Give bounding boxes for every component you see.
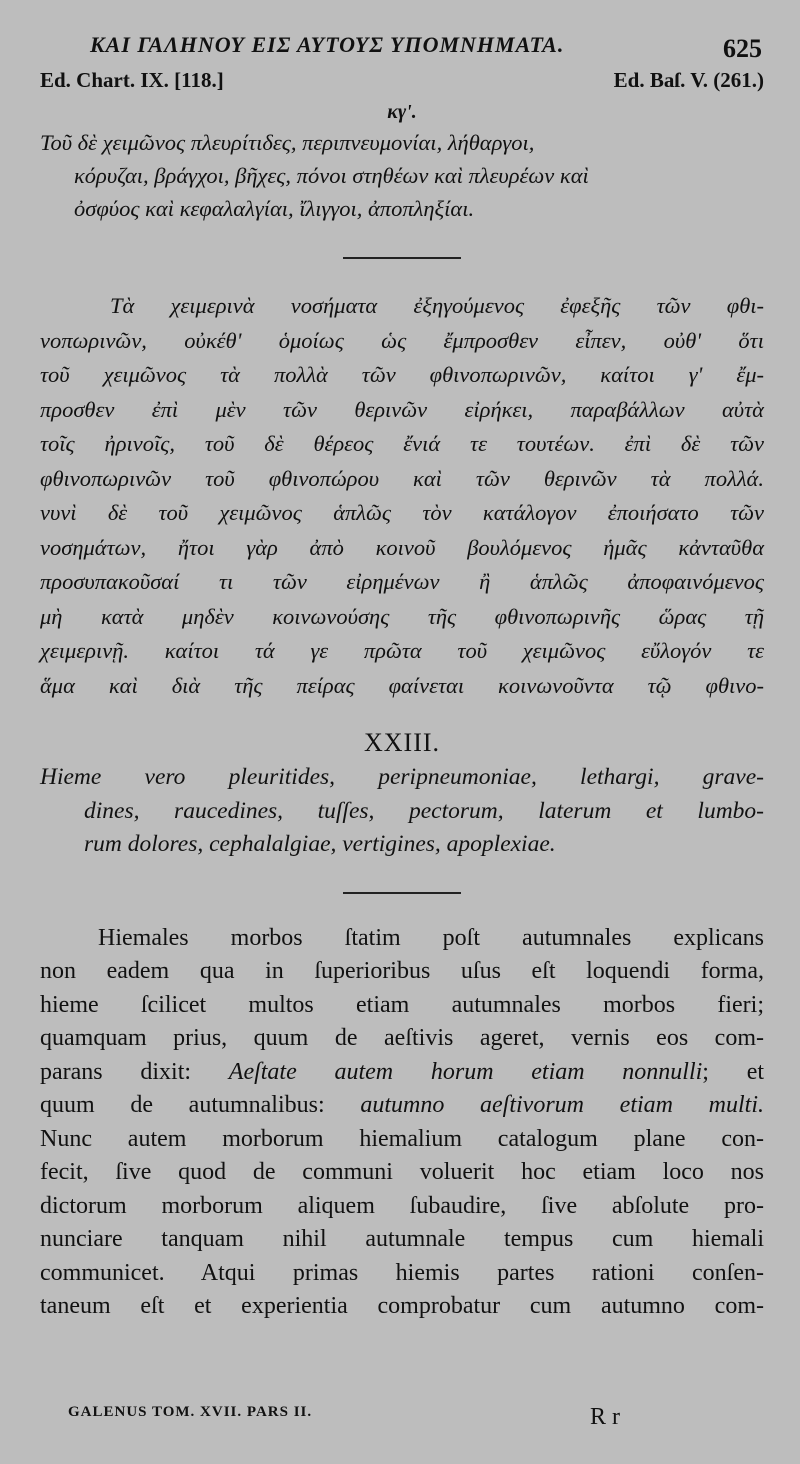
latin-commentary-line: dictorum morborum aliquem ſubaudire, ſive abſolute pro- <box>40 1192 764 1219</box>
greek-commentary-line: τοῦ χειμῶνος τὰ πολλὰ τῶν φθινοπωρινῶν, καίτοι γ' ἔμ- <box>40 362 764 387</box>
greek-commentary-line: προσυπακοῦσαί τι τῶν εἰρημένων ἢ ἁπλῶς ἀποφαινόμενος <box>40 569 764 594</box>
latin-commentary-line: nunciare tanquam nihil autumnale tempus cum hiemali <box>40 1226 764 1252</box>
greek-aphorism-line: Τοῦ δὲ χειμῶνος πλευρίτιδες, περιπνευμονίαι, λήθαργοι, <box>40 130 535 155</box>
signature-letter: R r <box>590 1404 620 1430</box>
latin-commentary-line: non eadem qua in ſuperioribus uſus eſt loquendi forma, <box>40 958 764 984</box>
greek-commentary <box>40 289 764 703</box>
running-title: ΚΑΙ ΓΑΛΗΝΟΥ ΕΙΣ ΑΥΤΟΥΣ ΥΠΟΜΝΗΜΑΤΑ. <box>90 32 565 57</box>
page-footer <box>68 1404 620 1431</box>
latin-commentary-line: Hiemales morbos ſtatim poſt autumnales explicans <box>98 924 764 951</box>
greek-section-number: κγ'. <box>387 101 417 123</box>
running-head <box>40 28 764 62</box>
latin-commentary-line <box>40 1089 764 1123</box>
latin-text: ; et <box>702 1058 765 1085</box>
latin-text: quum de autumnalibus: <box>40 1092 325 1118</box>
latin-aphorism <box>40 761 764 862</box>
latin-commentary-line: hieme ſcilicet multos etiam autumnales morbos fieri; <box>40 991 764 1018</box>
latin-section-number: XXIII. <box>363 728 441 757</box>
latin-commentary-line: Nunc autem morborum hiemalium catalogum plane con- <box>40 1125 764 1152</box>
greek-commentary-line: νοπωρινῶν, οὐκέθ' ὁμοίως ὡς ἔμπροσθεν εἶπεν, οὐθ' ὅτι <box>40 327 764 353</box>
latin-commentary-line: communicet. Atqui primas hiemis partes rationi conſen- <box>40 1259 764 1286</box>
greek-commentary-line: Τὰ χειμερινὰ νοσήματα ἐξηγούμενος ἐφεξῆς τῶν φθι- <box>110 293 764 318</box>
greek-aphorism-line: ὀσφύος καὶ κεφαλαλγίαι, ἴλιγγοι, ἀποπληξίαι. <box>74 196 475 221</box>
page-number: 625 <box>723 34 762 63</box>
edition-references <box>40 68 764 98</box>
greek-commentary-line: χειμερινῇ. καίτοι τά γε πρῶτα τοῦ χειμῶνος εὔλογόν τε <box>40 638 764 663</box>
latin-commentary-line <box>40 1056 764 1090</box>
greek-commentary-line: μὴ κατὰ μηδὲν κοινωνούσης τῆς φθινοπωρινῆς ὥρας τῇ <box>40 603 764 629</box>
greek-aphorism <box>40 126 764 225</box>
latin-aphorism-line: rum dolores, cephalalgiae, vertigines, apoplexiae. <box>84 831 556 857</box>
latin-commentary <box>40 922 764 1324</box>
edition-basel: Ed. Baſ. V. (261.) <box>613 68 764 92</box>
latin-text: parans dixit: <box>40 1058 192 1085</box>
greek-commentary-line: τοῖς ἠρινοῖς, τοῦ δὲ θέρεος ἔνιά τε τουτέων. ἐπὶ δὲ τῶν <box>40 431 764 456</box>
signature-mark: GALENUS TOM. XVII. PARS II. <box>68 1404 313 1420</box>
latin-commentary-line: taneum eſt et experientia comprobatur cum autumno com- <box>40 1293 764 1319</box>
latin-quotation: autumno aeſtivorum etiam multi. <box>360 1092 765 1118</box>
latin-aphorism-line: Hieme vero pleuritides, peripneumoniae, lethargi, grave- <box>40 764 764 790</box>
section-divider <box>343 892 461 894</box>
latin-quotation: Aeſtate autem horum etiam nonnulli <box>228 1058 703 1085</box>
greek-commentary-line: νυνὶ δὲ τοῦ χειμῶνος ἁπλῶς τὸν κατάλογον ἐποιήσατο τῶν <box>40 500 764 525</box>
section-divider <box>343 257 461 259</box>
latin-commentary-line: fecit, ſive quod de communi voluerit hoc etiam loco nos <box>40 1159 764 1185</box>
greek-commentary-line: φθινοπωρινῶν τοῦ φθινοπώρου καὶ τῶν θερινῶν τὰ πολλά. <box>40 465 764 491</box>
greek-aphorism-line: κόρυζαι, βράγχοι, βῆχες, πόνοι στηθέων καὶ πλευρέων καὶ <box>74 163 589 188</box>
greek-commentary-line: νοσημάτων, ἤτοι γὰρ ἀπὸ κοινοῦ βουλόμενος ἡμᾶς κἀνταῦθα <box>40 534 764 560</box>
latin-commentary-line: quamquam prius, quum de aeſtivis ageret, vernis eos com- <box>40 1025 764 1051</box>
greek-commentary-line: προσθεν ἐπὶ μὲν τῶν θερινῶν εἰρήκει, παραβάλλων αὐτὰ <box>40 396 764 422</box>
edition-chartier: Ed. Chart. IX. [118.] <box>40 68 224 92</box>
greek-commentary-line: ἅμα καὶ διὰ τῆς πείρας φαίνεται κοινωνοῦντα τῷ φθινο- <box>40 672 764 698</box>
latin-aphorism-line: dines, raucedines, tuſſes, pectorum, laterum et lumbo- <box>84 797 764 824</box>
